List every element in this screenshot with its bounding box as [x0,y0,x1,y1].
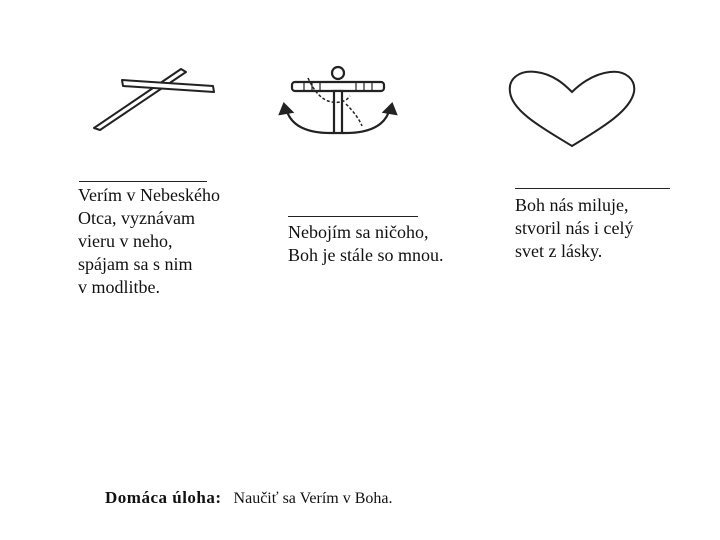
faith-line: spájam sa s nim [78,254,193,274]
hope-line: Boh je stále so mnou. [288,245,444,265]
love-line: stvoril nás i celý [515,218,634,238]
blank-line-faith [79,181,207,182]
love-line: svet z lásky. [515,241,603,261]
hope-line: Nebojím sa ničoho, [288,222,429,242]
anchor-icon [278,64,398,142]
homework-label: Domáca úloha: [105,488,222,507]
cross-icon [86,66,216,136]
faith-line: Otca, vyznávam [78,208,195,228]
hope-text [288,221,444,267]
faith-line: Verím v Nebeského [78,185,220,205]
heart-icon [506,68,638,148]
homework-text: Naučiť sa Verím v Boha. [233,490,393,507]
faith-text [78,184,220,299]
faith-line: v modlitbe. [78,277,160,297]
blank-line-hope [288,216,418,217]
love-line: Boh nás miluje, [515,195,629,215]
blank-line-love [515,188,670,189]
faith-line: vieru v neho, [78,231,173,251]
love-text [515,194,633,263]
homework [105,488,392,508]
